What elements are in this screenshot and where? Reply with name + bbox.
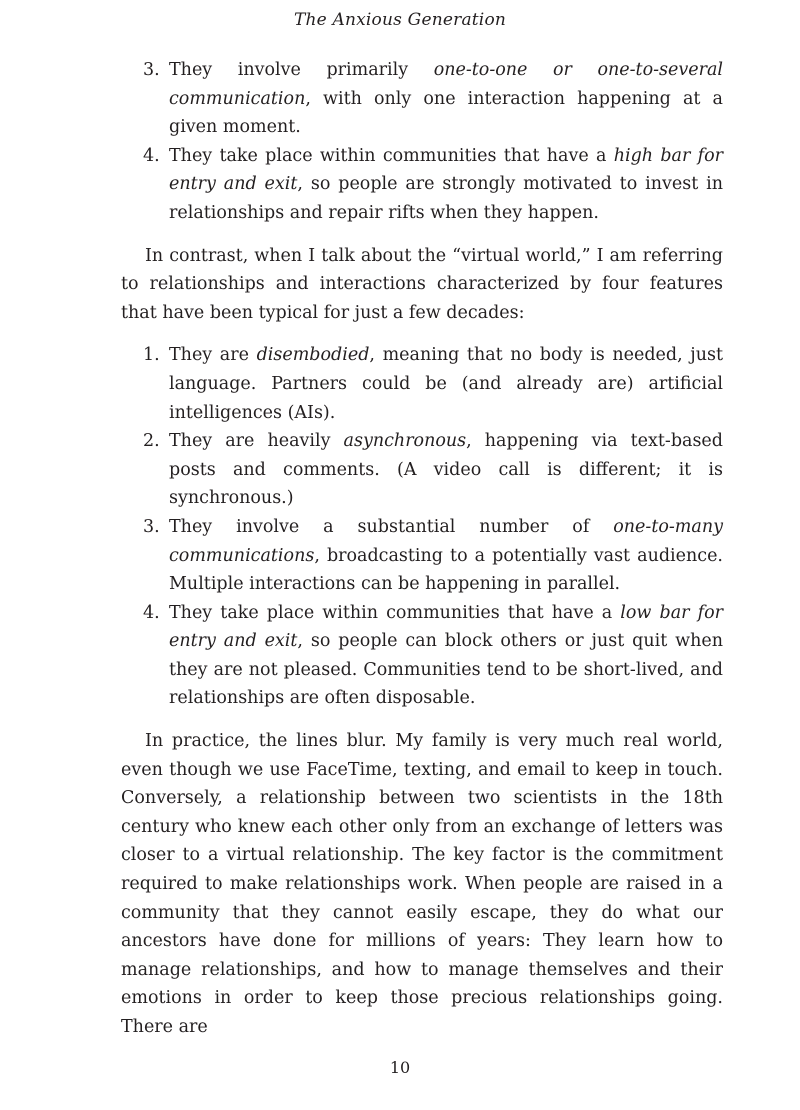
list-item-number: 4. <box>143 602 160 623</box>
list-item-text: , so people can block others or just quit when they are not pleased. Communities tend to be short-lived, and relationships are often disposable. <box>169 631 723 709</box>
list-item-text: They involve a substantial number of <box>169 516 614 537</box>
list-item-text: , with only one interaction happening at a given moment. <box>169 88 723 138</box>
page-number: 10 <box>389 1058 411 1077</box>
virtual-world-features-list <box>121 341 723 713</box>
in-practice-paragraph: In practice, the lines blur. My family is very much real world, even though we use FaceTime, texting, and email to keep in touch. Conversely, a relationship between two scientists in the 18th century who knew each other only from an exchange of letters was closer to a virtual relationship. The key factor is the commitment required to make relationships work. When people are raised in a community that they cannot easily escape, they do what our ancestors have done for millions of years: They learn how to manage relationships, and how to manage themselves and their emotions in order to keep those precious relationships going. There are <box>121 731 723 1037</box>
virtual-world-intro-paragraph: In contrast, when I talk about the “virtual world,” I am referring to relationships and interactions characterized by four features that have been typical for just a few decades: <box>121 245 723 323</box>
list-item-number: 3. <box>143 60 160 80</box>
list-item-text: , so people are strongly motivated to invest in relationships and repair rifts when they happen. <box>169 174 723 223</box>
list-item <box>121 142 723 228</box>
list-item <box>121 599 723 713</box>
italic-term: high bar for entry and exit <box>169 145 723 195</box>
list-item-text: , happening via text-based posts and comments. (A video call is different; it is synchronous.) <box>169 431 723 509</box>
real-world-features-list <box>121 56 723 228</box>
list-item-number: 3. <box>143 516 160 537</box>
list-item-text: They take place within communities that have a <box>169 145 614 166</box>
list-item-text: , meaning that no body is needed, just language. Partners could be (and already are) artificial intelligences (AIs). <box>169 345 723 423</box>
italic-term: disembodied <box>256 345 370 366</box>
list-item-text: They involve primarily <box>169 60 434 80</box>
list-item <box>121 513 723 599</box>
list-item <box>121 341 723 427</box>
italic-term: one-to-many communications <box>169 516 723 566</box>
italic-term: one-to-one or one-to-several communication <box>169 60 723 109</box>
list-item-number: 4. <box>143 145 160 166</box>
list-item-text: They take place within communities that have a <box>169 602 621 623</box>
list-item-text: They are heavily <box>169 431 344 452</box>
list-item-number: 2. <box>143 431 160 452</box>
body-text <box>121 56 723 1056</box>
list-item-number: 1. <box>143 345 160 366</box>
italic-term: asynchronous <box>343 431 467 452</box>
list-item-text: They are <box>169 345 257 366</box>
list-item <box>121 56 723 142</box>
list-item <box>121 427 723 513</box>
list-item-text: , broadcasting to a potentially vast audience. Multiple interactions can be happening in parallel. <box>169 545 723 595</box>
running-head: The Anxious Generation <box>293 10 507 30</box>
italic-term: low bar for entry and exit <box>169 602 723 652</box>
